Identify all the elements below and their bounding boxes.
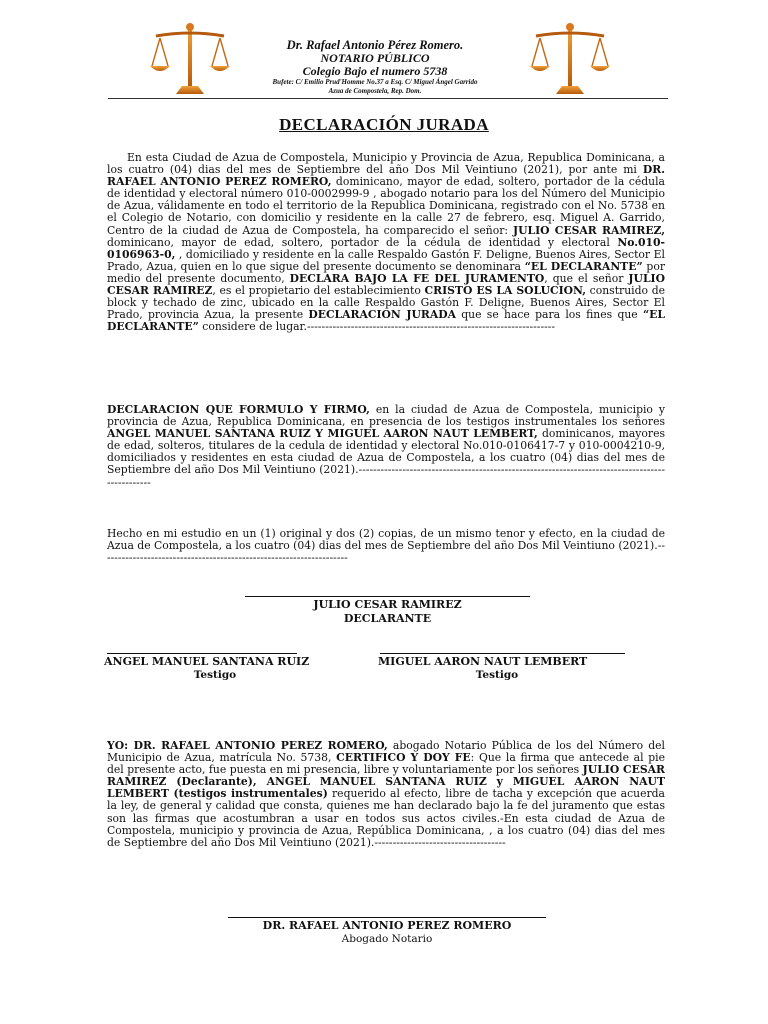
text-run: construido de block y techado de zinc, ubicado en la calle Respaldo Gastón F. Deligne, Buenos Aires, Sector El Prado, provincia Azua, la presente bbox=[107, 284, 666, 322]
signature-line-witness-2 bbox=[380, 653, 625, 654]
text-run: : Que la firma que antecede al pie del presente acto, fue puesta en mi presencia, libre y voluntariamente por los señores bbox=[107, 751, 665, 777]
scales-of-justice-icon bbox=[150, 22, 230, 100]
bold-text-run: CERTIFICO Y DOY FE bbox=[336, 751, 471, 765]
text-run: dominicanos, mayores de edad, solteros, titulares de la cedula de identidad y electoral No.010-0106417-7 y 010-0004210-9, domiciliados y residentes en esta ciudad de Azua de Compostela, a los cuatro (04) dias del mes de Septiembre del año Dos Mil Veintiuno (2021).------------------------------------------------------------------------------------------------ bbox=[107, 427, 665, 489]
bold-text-run: “EL DECLARANTE” bbox=[524, 259, 643, 273]
text-run: requerido al efecto, libre de tacha y excepción que acuerda la ley, de general y calidad que consta, quienes me han declarado bajo la fe del juramento que estas son las firmas que acostumbran a usar en todos sus actos civiles.-En esta ciudad de Azua de Compostela, municipio y provincia de Azua, República Dominicana, , a los cuatro (04) dias del mes de Septiembre del año Dos Mil Veintiuno (2021).------------------------------------ bbox=[107, 787, 665, 849]
text-run: , que el señor bbox=[544, 271, 629, 285]
signature-line-witness-1 bbox=[107, 653, 297, 654]
paragraph-certification bbox=[107, 740, 665, 849]
bold-text-run: YO: DR. RAFAEL ANTONIO PEREZ ROMERO, bbox=[107, 739, 388, 752]
bold-text-run: JULIO CESAR RAMIREZ, bbox=[512, 223, 665, 237]
bold-text-run: JULIO CESAR RAMIREZ (Declarante), ANGEL MANUEL SANTANA RUIZ y MIGUEL AARON NAUT LEMBERT (testigos instrumentales) bbox=[107, 763, 665, 801]
text-run: En esta Ciudad de Azua de Compostela, Municipio y Provincia de Azua, Republica Dominicana, a los cuatro (04) dias del mes de Septiembre del año Dos Mil Veintiuno (2021), por ante mi bbox=[107, 151, 665, 177]
witness-1-name: ANGEL MANUEL SANTANA RUIZ bbox=[104, 655, 310, 668]
bold-text-run: CRISTO ES LA SOLUCION, bbox=[424, 284, 586, 298]
text-run: dominicano, mayor de edad, soltero, portador de la cédula de identidad y electoral bbox=[107, 235, 618, 249]
signature-line-notary bbox=[228, 917, 546, 918]
text-run: por medio del presente documento, bbox=[107, 259, 666, 285]
notary-name: DR. RAFAEL ANTONIO PEREZ ROMERO bbox=[262, 919, 512, 932]
header-divider bbox=[108, 98, 668, 99]
witness-2-role: Testigo bbox=[475, 669, 519, 681]
bold-text-run: DECLARA BAJO LA FE DEL JURAMENTO bbox=[289, 271, 545, 285]
paragraph-copies bbox=[107, 528, 665, 564]
letterhead-city: Azua de Compostela, Rep. Dom. bbox=[328, 87, 422, 95]
document-title: DECLARACIÓN JURADA bbox=[279, 115, 489, 134]
witness-1-role: Testigo bbox=[193, 669, 237, 681]
text-run: , es el propietario del establecimiento bbox=[212, 284, 425, 298]
bold-text-run: JULIO CESAR RAMIREZ bbox=[107, 271, 665, 298]
bold-text-run: DECLARACION JURADA bbox=[308, 308, 456, 322]
text-run: abogado Notario Pública de los del Número del Municipio de Azua, matrícula No. 5738, bbox=[107, 739, 665, 765]
text-run: que se hace para los fines que bbox=[456, 308, 643, 322]
text-run: dominicano, mayor de edad, soltero, portador de la cédula de identidad y electoral número 010-0002999-9 , abogado notario para los del Número del Municipio de Azua, válidamente en todo el territorio de la Republica Dominicana, registrado con el No. 5738 en el Colegio de Notario, con domicilio y residente en la calle 27 de febrero, esq. Miguel A. Garrido, Centro de la ciudad de Azua de Compostela, ha comparecido el señor: bbox=[107, 175, 665, 237]
bold-text-run: No.010-0106963-0, bbox=[107, 235, 665, 261]
text-run: Hecho en mi estudio en un (1) original y dos (2) copias, de un mismo tenor y efecto, en la ciudad de Azua de Compostela, a los cuatro (04) dias del mes de Septiembre del año Dos Mil Veintiuno (2021).-------------------------------------------------------------------- bbox=[107, 527, 665, 565]
witness-2-name: MIGUEL AARON NAUT LEMBERT bbox=[378, 655, 588, 668]
paragraph-declaration bbox=[107, 404, 665, 489]
text-run: considere de lugar.-------------------------------------------------------------------- bbox=[198, 320, 556, 334]
bold-text-run: DECLARACION QUE FORMULO Y FIRMO, bbox=[107, 403, 370, 416]
declarant-role: DECLARANTE bbox=[343, 612, 432, 625]
notary-role: Abogado Notario bbox=[341, 933, 433, 945]
text-run: en la ciudad de Azua de Compostela, municipio y provincia de Azua, Republica Dominicana, en presencia de los testigos instrumentales los señores bbox=[107, 403, 665, 429]
signature-line-declarant bbox=[245, 596, 530, 597]
letterhead-name: Dr. Rafael Antonio Pérez Romero. bbox=[286, 38, 464, 52]
text-run: , domiciliado y residente en la calle Respaldo Gastón F. Deligne, Buenos Aires, Sector El Prado, Azua, quien en lo que sigue del presente documento se denominara bbox=[107, 247, 665, 273]
declarant-name: JULIO CESAR RAMIREZ bbox=[313, 598, 462, 611]
letterhead-colegio: Colegio Bajo el numero 5738 bbox=[302, 64, 448, 78]
scales-of-justice-icon bbox=[530, 22, 610, 100]
bold-text-run: “EL DECLARANTE” bbox=[107, 308, 666, 334]
letterhead bbox=[220, 38, 530, 96]
bold-text-run: ANGEL MANUEL SANTANA RUIZ Y MIGUEL AARON NAUT LEMBERT, bbox=[107, 427, 538, 441]
paragraph-intro bbox=[107, 152, 665, 333]
bold-text-run: DR. RAFAEL ANTONIO PEREZ ROMERO, bbox=[107, 163, 665, 189]
letterhead-address: Bufete: C/ Emilio Prud'Homme No.37 a Esq. C/ Miguel Ángel Garrido bbox=[272, 78, 478, 86]
letterhead-role: NOTARIO PÚBLICO bbox=[320, 51, 430, 65]
